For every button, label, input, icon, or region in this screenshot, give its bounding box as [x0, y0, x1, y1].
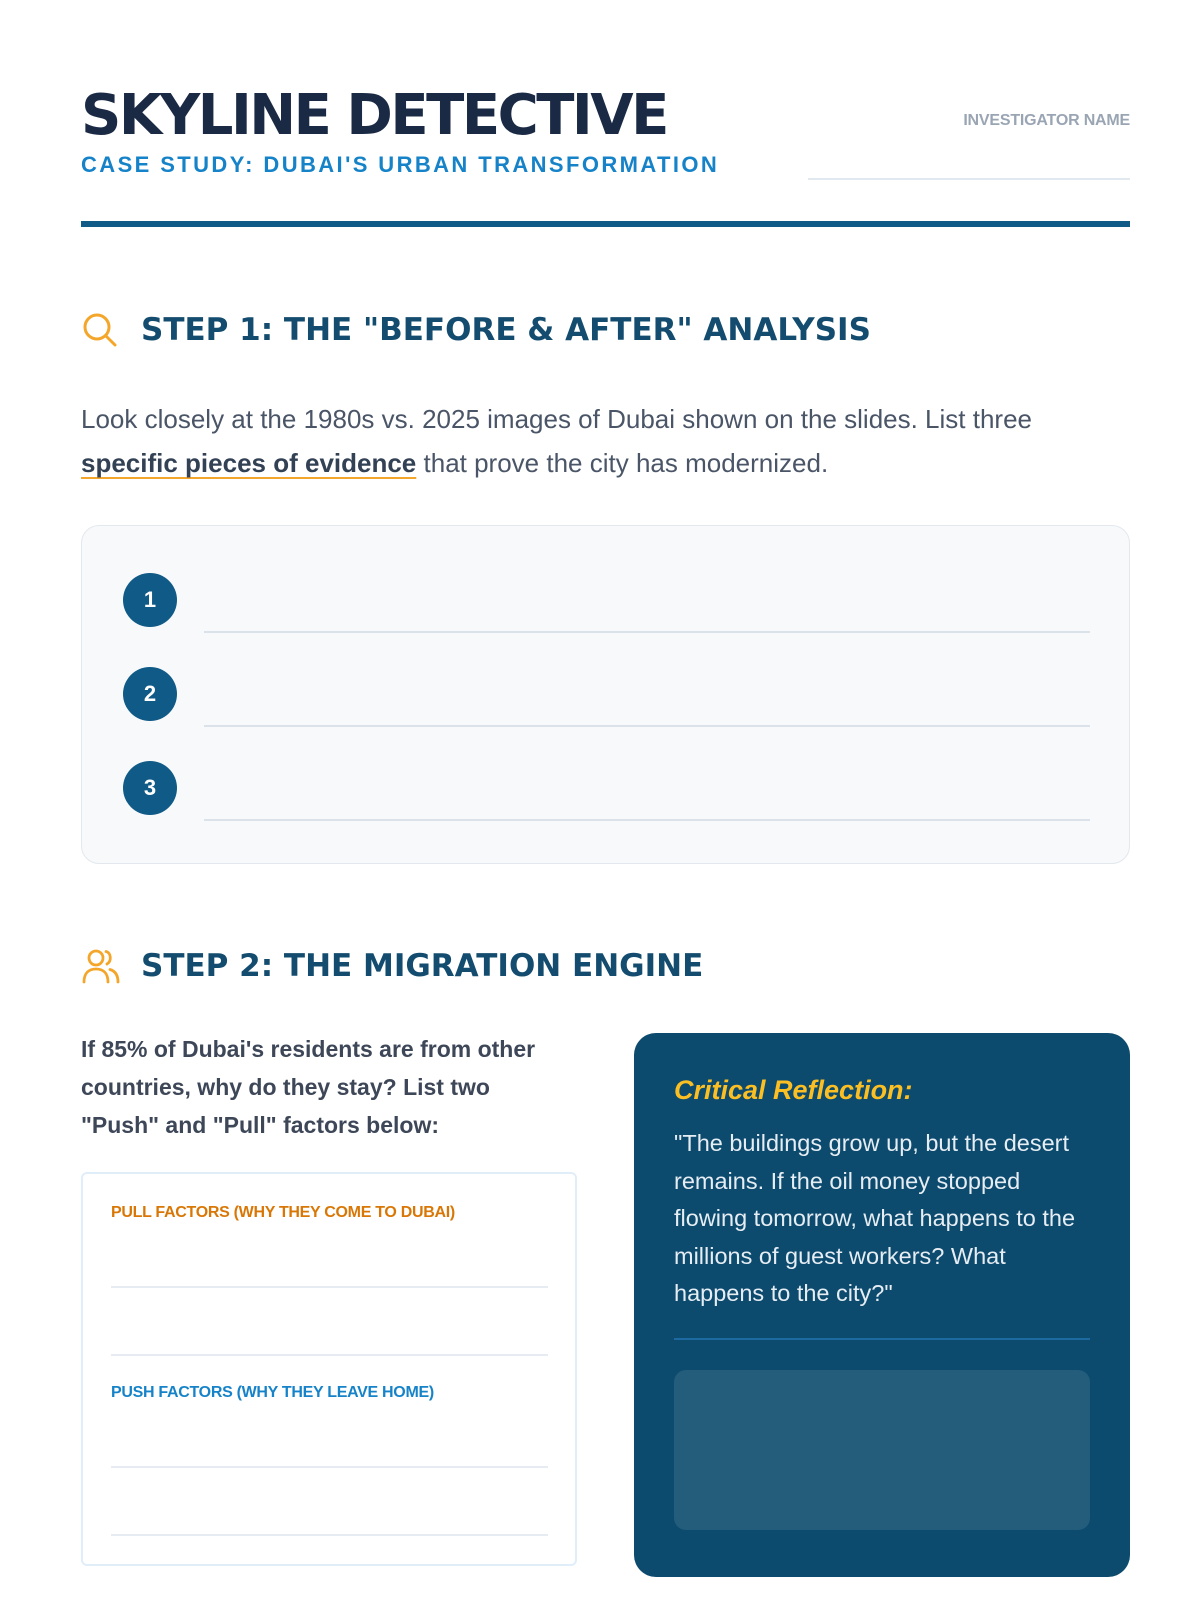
push-factor-line[interactable]	[111, 1466, 548, 1468]
step1-intro-highlight: specific pieces of evidence	[81, 448, 417, 478]
step1-heading-row	[81, 310, 871, 350]
evidence-answer-line[interactable]	[204, 725, 1090, 727]
evidence-box	[81, 525, 1130, 864]
pull-factor-line[interactable]	[111, 1286, 548, 1288]
reflection-divider	[674, 1338, 1090, 1340]
reflection-quote: "The buildings grow up, but the desert remains. If the oil money stopped flowing tomorrow, what happens to the millions of guest workers? What happens to the city?"	[674, 1130, 1076, 1306]
step2-heading: STEP 2: THE MIGRATION ENGINE	[141, 948, 704, 984]
pull-factor-line[interactable]	[111, 1354, 548, 1356]
step2-prompt: If 85% of Dubai's residents are from other countries, why do they stay? List two "Push" and "Pull" factors below:	[81, 1036, 536, 1138]
users-icon	[81, 946, 121, 986]
reflection-answer-area[interactable]	[674, 1370, 1090, 1530]
evidence-row	[123, 667, 1090, 721]
evidence-number-badge: 2	[123, 667, 177, 721]
search-icon	[81, 310, 121, 350]
push-factor-line[interactable]	[111, 1534, 548, 1536]
investigator-name-field[interactable]	[808, 178, 1130, 180]
push-factors-label: PUSH FACTORS (WHY THEY LEAVE HOME)	[111, 1384, 434, 1401]
step1-intro-after: that prove the city has modernized.	[416, 448, 829, 478]
reflection-title: Critical Reflection:	[674, 1075, 913, 1105]
evidence-answer-line[interactable]	[204, 819, 1090, 821]
step1-heading: STEP 1: THE "BEFORE & AFTER" ANALYSIS	[141, 312, 871, 348]
page-title: SKYLINE DETECTIVE	[81, 83, 667, 148]
evidence-answer-line[interactable]	[204, 631, 1090, 633]
investigator-name-label: INVESTIGATOR NAME	[963, 112, 1130, 129]
evidence-row	[123, 761, 1090, 815]
header-divider	[81, 221, 1130, 227]
critical-reflection-card	[634, 1033, 1130, 1577]
worksheet-page	[81, 0, 1130, 1600]
pull-factors-label: PULL FACTORS (WHY THEY COME TO DUBAI)	[111, 1204, 455, 1221]
evidence-number-badge: 1	[123, 573, 177, 627]
step2-heading-row	[81, 946, 703, 986]
step1-instructions	[81, 397, 1130, 485]
evidence-row	[123, 573, 1090, 627]
factors-box	[81, 1172, 577, 1566]
step1-intro-before: Look closely at the 1980s vs. 2025 images of Dubai shown on the slides. List three	[81, 404, 1033, 434]
page-subtitle: CASE STUDY: DUBAI'S URBAN TRANSFORMATION	[81, 152, 720, 177]
evidence-number-badge: 3	[123, 761, 177, 815]
